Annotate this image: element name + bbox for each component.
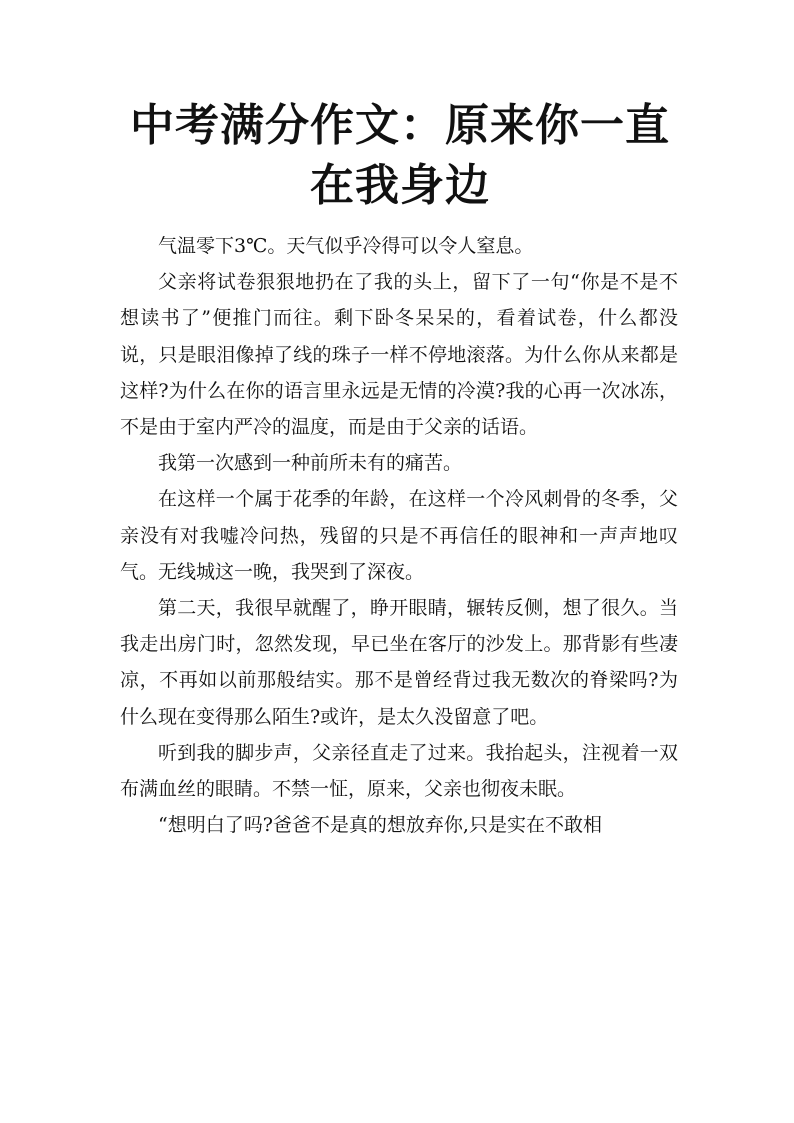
paragraph-1: 气温零下3℃。天气似乎冷得可以令人窒息。 bbox=[158, 235, 534, 257]
paragraph-2: 父亲将试卷狠狠地扔在了我的头上，留下了一句“你是不是不想读书了”便推门而往。剩下卧冬呆呆的，看着试卷，什么都没说，只是眼泪像掉了线的珠子一样不停地滚落。为什么你从来都是这样?为什么在你的语言里永远是无情的冷漠?我的心再一次冰冻，不是由于室内严冷的温度，而是由于父亲的话语。 bbox=[120, 271, 678, 439]
document-title: 中考满分作文：原来你一直在我身边 bbox=[130, 100, 670, 211]
paragraph-7: “想明白了吗?爸爸不是真的想放弃你,只是实在不敢相 bbox=[158, 814, 602, 837]
paragraph-4: 在这样一个属于花季的年龄，在这样一个冷风刺骨的冬季，父亲没有对我嘘冷问热，残留的只是不再信任的眼神和一声声地叹气。无线城这一晚，我哭到了深夜。 bbox=[120, 488, 678, 583]
document-body bbox=[120, 228, 678, 843]
paragraph-3: 我第一次感到一种前所未有的痛苦。 bbox=[158, 452, 463, 475]
paragraph-5: 第二天，我很早就醒了，睁开眼睛，辗转反侧，想了很久。当我走出房门时，忽然发现，早已坐在客厅的沙发上。那背影有些凄凉，不再如以前那般结实。那不是曾经背过我无数次的脊梁吗?为什么现在变得那么陌生?或许，是太久没留意了吧。 bbox=[120, 597, 678, 728]
paragraph-6: 听到我的脚步声，父亲径直走了过来。我抬起头，注视着一双布满血丝的眼睛。不禁一怔，原来，父亲也彻夜未眠。 bbox=[120, 741, 678, 801]
